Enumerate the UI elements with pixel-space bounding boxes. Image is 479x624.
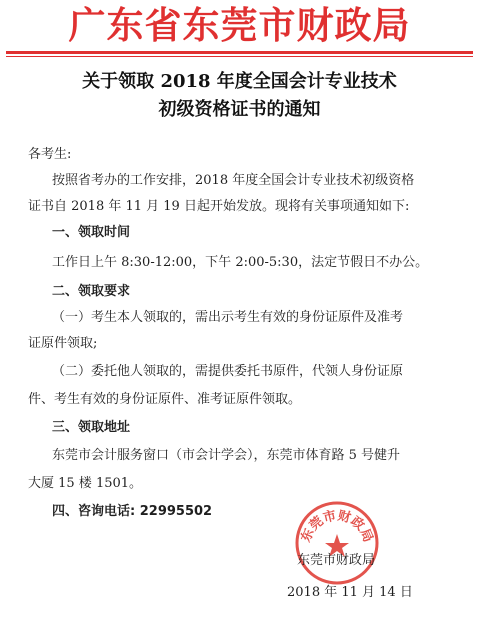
letterhead-org-name: 广东省东莞市财政局 <box>68 3 411 47</box>
notice-title-line-1: 关于领取 2018 年度全国会计专业技术 <box>82 71 397 92</box>
section-3-heading: 三、领取地址 <box>52 420 131 435</box>
letterhead-rule-thick <box>6 51 473 54</box>
salutation: 各考生: <box>28 147 72 162</box>
section-2-line-4: 件、考生有效的身份证原件、准考证原件领取。 <box>28 392 302 407</box>
letterhead-rule-thin <box>6 56 473 57</box>
intro-line-1: 按照省考办的工作安排，2018 年度全国会计专业技术初级资格 <box>52 173 415 188</box>
section-2-line-1: （一）考生本人领取的，需出示考生有效的身份证原件及准考 <box>52 310 404 325</box>
notice-title-line-2: 初级资格证书的通知 <box>158 99 321 120</box>
official-seal-icon <box>294 500 380 586</box>
seal-text: 东莞市财政局 <box>298 508 376 545</box>
section-2-heading: 二、领取要求 <box>52 284 131 299</box>
section-2-line-3: （二）委托他人领取的，需提供委托书原件，代领人身份证原 <box>52 364 404 379</box>
section-3-line-1: 东莞市会计服务窗口（市会计学会），东莞市体育路 5 号健升 <box>52 448 401 463</box>
section-1-line-1: 工作日上午 8:30-12:00，下午 2:00-5:30，法定节假日不办公。 <box>52 255 429 270</box>
section-2-line-2: 证原件领取; <box>28 336 98 351</box>
signature-org: 东莞市财政局 <box>297 553 376 568</box>
section-4-heading: 四、咨询电话: 22995502 <box>52 504 213 519</box>
section-1-heading: 一、领取时间 <box>52 225 131 240</box>
intro-line-2: 证书自 2018 年 11 月 19 日起开始发放。现将有关事项通知如下: <box>28 199 410 214</box>
section-3-line-2: 大厦 15 楼 1501。 <box>28 476 143 491</box>
notice-date: 2018 年 11 月 14 日 <box>287 585 413 600</box>
